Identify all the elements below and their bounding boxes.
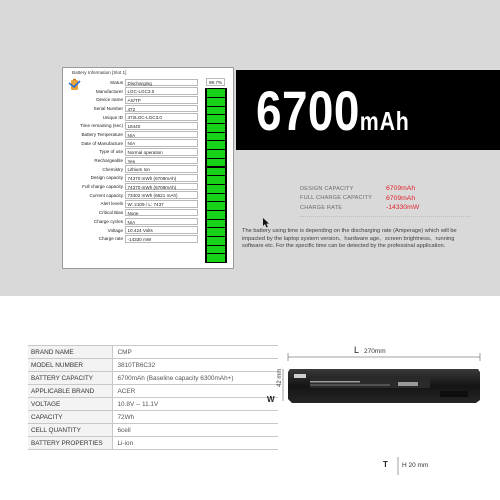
gauge-segment xyxy=(207,237,225,245)
battery-info-row xyxy=(71,113,227,122)
battery-info-row xyxy=(71,87,227,96)
battery-info-row xyxy=(71,95,227,104)
gauge-segment xyxy=(207,246,225,254)
battery-info-label: Charge cycles xyxy=(93,218,123,224)
battery-info-row xyxy=(71,208,227,217)
battery-info-value: Normal operation xyxy=(125,148,198,156)
battery-info-row xyxy=(71,234,227,243)
battery-info-row xyxy=(71,148,227,157)
gauge-segment xyxy=(207,89,225,97)
battery-info-value: N/A xyxy=(125,139,198,147)
stat-label: CHARGE RATE xyxy=(300,204,343,211)
battery-note: The battery using time is depending on the discharging rate (Amperage) which will be impacted by the laptop system version、hardware age、screen brightness、running software etc. For the specific time can be detected by the professinal application. xyxy=(242,228,457,250)
spec-row xyxy=(28,359,278,372)
battery-info-label: Design capacity xyxy=(90,175,123,181)
battery-info-row xyxy=(71,174,227,183)
capacity-unit: mAh xyxy=(359,106,410,136)
spec-key: CELL QUANTITY xyxy=(28,424,112,437)
battery-info-value: Discharging xyxy=(125,79,198,87)
battery-info-label: Status xyxy=(109,79,123,85)
battery-info-title: Battery Information [Slot 1] xyxy=(72,70,127,75)
gauge-segment xyxy=(207,159,225,167)
charge-gauge-fill xyxy=(207,88,225,262)
gauge-segment xyxy=(207,176,225,184)
battery-info-row xyxy=(71,121,227,130)
spec-value: 10.8V -- 11.1V xyxy=(112,398,278,411)
spec-row xyxy=(28,372,278,385)
battery-info-value: 18440 xyxy=(125,122,198,130)
gauge-segment xyxy=(207,202,225,210)
battery-info-value: N/A xyxy=(125,131,198,139)
gauge-segment xyxy=(207,168,225,176)
battery-info-value: AS/TP xyxy=(125,96,198,104)
battery-info-label: Rechargeable xyxy=(94,158,123,164)
battery-info-value: 74370 mWh (6709mAh) xyxy=(125,174,198,182)
spec-value: CMP xyxy=(112,346,278,359)
spec-key: BATTERY CAPACITY xyxy=(28,372,112,385)
battery-info-row xyxy=(71,191,227,200)
stat-design-capacity xyxy=(300,184,490,194)
battery-info-row xyxy=(71,78,227,87)
battery-info-value: N/A xyxy=(125,218,198,226)
gauge-segment xyxy=(207,124,225,132)
battery-info-label: Date of Manufacture xyxy=(81,140,123,146)
gauge-segment xyxy=(207,115,225,123)
gauge-segment xyxy=(207,194,225,202)
battery-info-rows xyxy=(71,78,227,243)
spec-row xyxy=(28,385,278,398)
spec-value: 72Wh xyxy=(112,411,278,424)
height-value: H 20 mm xyxy=(402,462,429,469)
charge-gauge xyxy=(205,88,227,263)
battery-info-value: 472LGC-LGC3.0 xyxy=(125,113,198,121)
length-letter: L xyxy=(354,345,360,355)
battery-info-label: Manufacturer xyxy=(95,88,123,94)
battery-info-label: Critical Bias xyxy=(98,210,123,216)
battery-info-value: Yes xyxy=(125,157,198,165)
battery-info-label: Chemistry xyxy=(102,166,123,172)
stat-value: -14330mW xyxy=(386,204,420,212)
gauge-segment xyxy=(207,254,225,262)
gauge-segment xyxy=(207,133,225,141)
battery-brand-label xyxy=(294,374,306,378)
thickness-letter: T xyxy=(383,460,388,469)
stat-charge-rate xyxy=(300,203,490,213)
battery-info-label: Current capacity xyxy=(89,192,123,198)
battery-info-label: Serial Number xyxy=(93,105,123,111)
gauge-segment xyxy=(207,228,225,236)
gauge-segment xyxy=(207,107,225,115)
battery-info-value: LGC-LGC3.0 xyxy=(125,87,198,95)
battery-info-label: Unique ID xyxy=(102,114,123,120)
battery-info-row xyxy=(71,139,227,148)
battery-info-row xyxy=(71,182,227,191)
spec-row xyxy=(28,398,278,411)
spec-key: APPLICABLE BRAND xyxy=(28,385,112,398)
stat-value: 6709mAh xyxy=(386,194,416,202)
battery-info-row xyxy=(71,130,227,139)
battery-info-value: 472 xyxy=(125,105,198,113)
spec-value: Li-ion xyxy=(112,437,278,450)
cursor-pointer-icon xyxy=(262,218,270,228)
spec-value: 6cell xyxy=(112,424,278,437)
stat-label: FULL CHARGE CAPACITY xyxy=(300,195,373,202)
gauge-segment xyxy=(207,98,225,106)
spec-value: ACER xyxy=(112,385,278,398)
battery-info-value: W: 2109 / L: 7437 xyxy=(125,200,198,208)
gauge-segment xyxy=(207,141,225,149)
spec-row xyxy=(28,424,278,437)
charge-percent: 98.7% xyxy=(206,78,225,86)
spec-value: 6700mAh (Baseline capacity 6300mAh+) xyxy=(112,372,278,385)
spec-row xyxy=(28,411,278,424)
battery-info-label: Device name xyxy=(96,97,123,103)
stat-value: 6709mAh xyxy=(386,185,416,193)
battery-info-value: 10.424 Volts xyxy=(125,226,198,234)
capacity-headline xyxy=(256,79,410,149)
spec-key: MODEL NUMBER xyxy=(28,359,112,372)
battery-info-value: 73402 mWh (6621 mAh) xyxy=(125,191,198,199)
width-letter: W xyxy=(267,395,275,404)
stats-divider xyxy=(300,216,470,217)
gauge-segment xyxy=(207,150,225,158)
capacity-number: 6700 xyxy=(256,79,360,142)
battery-info-value: None xyxy=(125,209,198,217)
battery-info-row xyxy=(71,104,227,113)
battery-info-row xyxy=(71,226,227,235)
spec-key: BATTERY PROPERTIES xyxy=(28,437,112,450)
battery-info-row xyxy=(71,217,227,226)
battery-info-label: Alert levels xyxy=(100,201,123,207)
spec-key: BRAND NAME xyxy=(28,346,112,359)
spec-key: VOLTAGE xyxy=(28,398,112,411)
spec-table-body xyxy=(28,346,278,450)
battery-info-label: Battery Temperature xyxy=(81,131,123,137)
gauge-segment xyxy=(207,211,225,219)
stat-full-charge-capacity xyxy=(300,194,490,204)
width-value: 42 mm xyxy=(277,368,283,387)
spec-row xyxy=(28,437,278,450)
battery-info-value: 74370 mWh (6709mAh) xyxy=(125,183,198,191)
battery-product-image xyxy=(267,345,490,475)
battery-info-row xyxy=(71,156,227,165)
spec-row xyxy=(28,346,278,359)
battery-info-row xyxy=(71,165,227,174)
battery-info-label: Time remaining (sec) xyxy=(80,123,123,129)
battery-info-label: Type of use xyxy=(99,149,123,155)
capacity-stats xyxy=(300,184,490,217)
battery-info-value: -14330 mW xyxy=(125,235,198,243)
battery-info-row xyxy=(71,200,227,209)
spec-table xyxy=(28,345,278,450)
spec-value: 3810TB6C32 xyxy=(112,359,278,372)
battery-info-window xyxy=(62,67,234,269)
spec-key: CAPACITY xyxy=(28,411,112,424)
stat-label: DESIGN CAPACITY xyxy=(300,185,354,192)
battery-info-value: Lithium Ion xyxy=(125,165,198,173)
battery-info-label: Voltage xyxy=(107,227,123,233)
length-value: 270mm xyxy=(364,348,386,355)
capacity-banner xyxy=(236,70,500,150)
gauge-segment xyxy=(207,185,225,193)
battery-info-label: Charge rate xyxy=(98,236,123,242)
battery-info-label: Full charge capacity xyxy=(82,184,123,190)
gauge-segment xyxy=(207,220,225,228)
